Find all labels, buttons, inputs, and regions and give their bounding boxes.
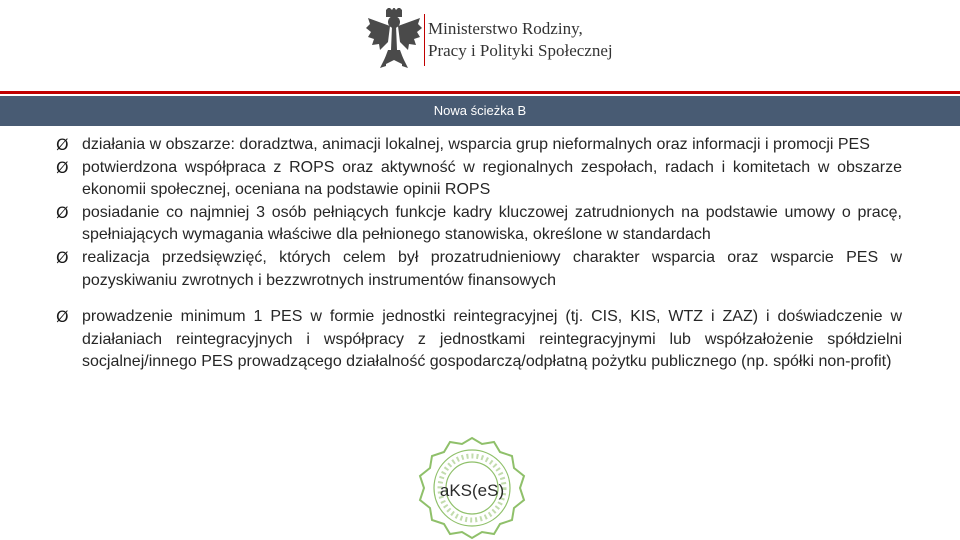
arrow-bullet-icon: Ø [56, 135, 69, 154]
ministry-name-line-2: Pracy i Polityki Społecznej [428, 41, 613, 60]
list-item-text: potwierdzona współpraca z ROPS oraz aktywność w regionalnych zespołach, radach i komitetach w obszarze ekonomii społecznej, oceniana na podstawie opinii ROPS [82, 158, 902, 199]
arrow-bullet-icon: Ø [56, 202, 69, 222]
header [0, 0, 960, 80]
list-item-text: posiadanie co najmniej 3 osób pełniących funkcje kadry kluczowej zatrudnionych na podstawie umowy o pracę, spełniających wymagania właściwe dla pełnionego stanowiska, określone w standardach [82, 203, 902, 244]
polish-eagle-emblem-icon [366, 8, 422, 72]
akses-certification-stamp [416, 436, 528, 540]
list-item [56, 157, 902, 202]
slide-title-bar [0, 96, 960, 126]
list-item [56, 306, 902, 374]
list-item-text: działania w obszarze: doradztwa, animacji lokalnej, wsparcia grup nieformalnych oraz informacji i promocji PES [82, 136, 870, 153]
ministry-name [428, 18, 613, 62]
arrow-bullet-icon: Ø [56, 247, 69, 267]
list-item [56, 202, 902, 247]
arrow-bullet-icon: Ø [56, 157, 69, 177]
list-item [56, 134, 902, 157]
slide-title: Nowa ścieżka B [433, 103, 527, 118]
list-item-text: realizacja przedsięwzięć, których celem był prozatrudnieniowy charakter wsparcia oraz wsparcie PES w pozyskiwaniu zwrotnych i bezzwrotnych instrumentów finansowych [82, 248, 902, 289]
red-accent-line [0, 91, 960, 94]
header-divider [424, 14, 425, 66]
list-item-text: prowadzenie minimum 1 PES w formie jednostki reintegracyjnej (tj. CIS, KIS, WTZ i ZAZ) i doświadczenie w działaniach reintegracyjnych i współpracy z jednostkami reintegracyjnymi lub współzałożenie spółdzielni socjalnej/innego PES prowadzącego działalność gospodarczą/odpłatną pożytku publicznego (np. spółki non-profit) [82, 308, 902, 371]
stamp-label: aKS(eS) [439, 481, 505, 500]
list-item [56, 247, 902, 292]
arrow-bullet-icon: Ø [56, 307, 69, 327]
criteria-list [56, 134, 902, 374]
ministry-name-line-1: Ministerstwo Rodziny, [428, 19, 583, 38]
